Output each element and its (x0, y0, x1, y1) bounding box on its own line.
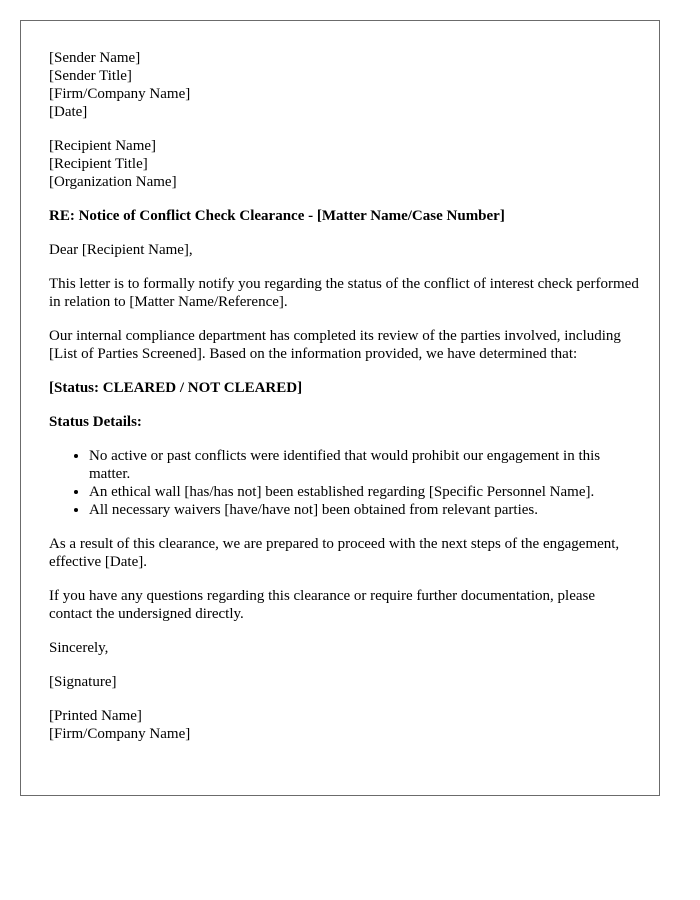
status-detail-item: • An ethical wall [has/has not] been established regarding [Specific Personnel Name]. (89, 483, 639, 501)
sender-title: [Sender Title] (49, 68, 132, 84)
letter-frame (20, 20, 660, 796)
sender-firm: [Firm/Company Name] (49, 86, 191, 102)
status-detail-item: • No active or past conflicts were identified that would prohibit our engagement in this matter. (89, 447, 639, 483)
signoff: Sincerely, (49, 640, 109, 656)
printed-block (49, 707, 639, 743)
contact-paragraph: If you have any questions regarding this clearance or require further documentation, please contact the undersigned directly. (49, 588, 596, 622)
sender-date: [Date] (49, 104, 88, 120)
recipient-name: [Recipient Name] (49, 138, 157, 154)
salutation: Dear [Recipient Name], (49, 242, 193, 258)
subject-line: RE: Notice of Conflict Check Clearance - [Matter Name/Case Number] (49, 208, 505, 224)
recipient-block (49, 137, 639, 191)
sender-block (49, 49, 639, 121)
signature: [Signature] (49, 674, 117, 690)
letter-body (49, 49, 639, 759)
recipient-title: [Recipient Title] (49, 156, 148, 172)
printed-name: [Printed Name] (49, 708, 142, 724)
status-details-list (49, 447, 639, 519)
intro-paragraph: This letter is to formally notify you regarding the status of the conflict of interest check performed in relation to [Matter Name/Reference]. (49, 276, 639, 310)
recipient-organization: [Organization Name] (49, 174, 177, 190)
sender-name: [Sender Name] (49, 50, 141, 66)
printed-firm: [Firm/Company Name] (49, 726, 191, 742)
result-paragraph: As a result of this clearance, we are prepared to proceed with the next steps of the engagement, effective [Date]. (49, 536, 620, 570)
review-paragraph: Our internal compliance department has completed its review of the parties involved, including [List of Parties Screened]. Based on the information provided, we have determined that: (49, 328, 621, 362)
status-detail-item: • All necessary waivers [have/have not] been obtained from relevant parties. (89, 501, 639, 519)
status-details-heading: Status Details: (49, 414, 142, 430)
status-line: [Status: CLEARED / NOT CLEARED] (49, 380, 303, 396)
